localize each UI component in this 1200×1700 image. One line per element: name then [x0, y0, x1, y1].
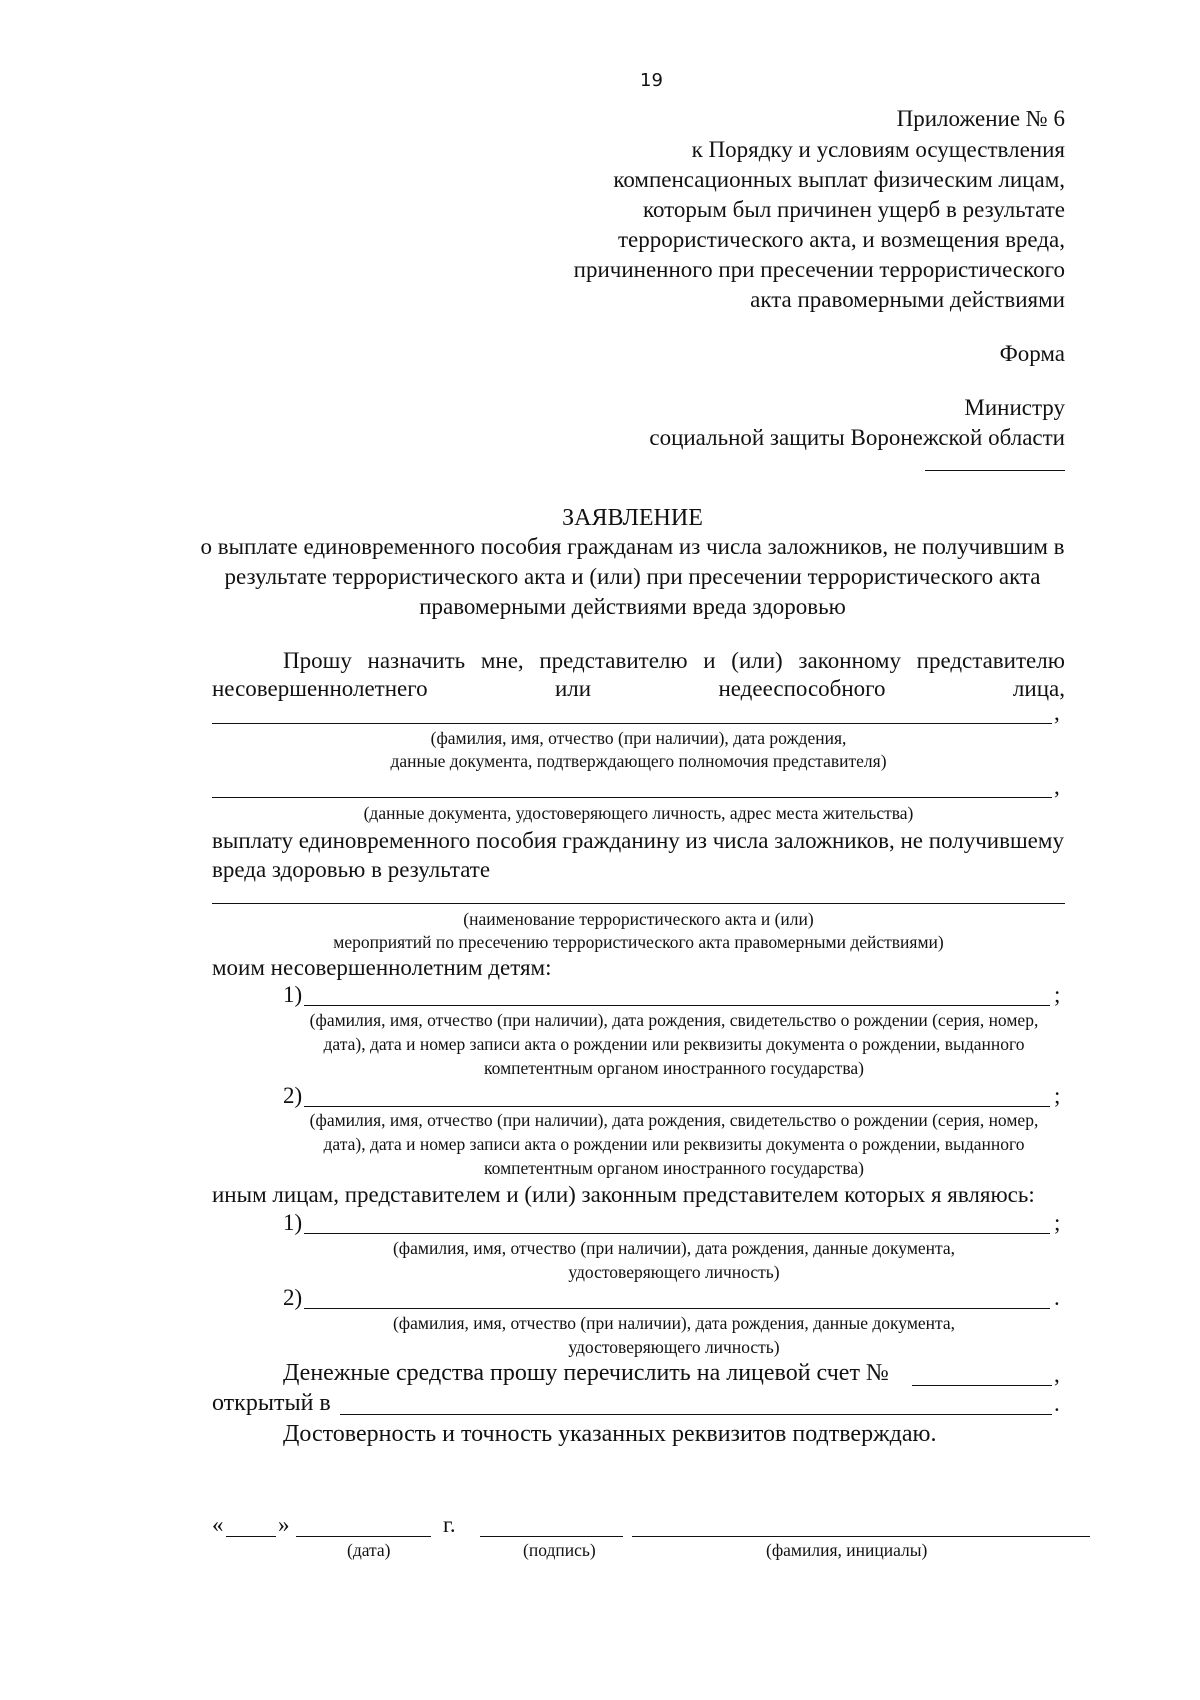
date-caption: (дата): [347, 1540, 391, 1560]
title-subline-2: результате террористического акта и (или) при пресечении террористического акта: [224, 564, 1041, 589]
request-word: и: [703, 648, 716, 673]
children-label: моим несовершеннолетним детям:: [212, 955, 552, 980]
appendix-label: Приложение № 6: [896, 106, 1065, 131]
request-word: лица,: [1012, 676, 1065, 701]
date-quote-close: »: [278, 1512, 290, 1537]
terrorist-act-field[interactable]: [212, 903, 1065, 904]
request-word: назначить: [367, 648, 466, 673]
comma: ,: [1054, 1362, 1060, 1387]
date-month-field[interactable]: [296, 1536, 431, 1537]
header-line-5: причиненного при пресечении террористического: [573, 257, 1065, 282]
period: .: [1054, 1285, 1060, 1310]
addressee-line-1: Министру: [964, 395, 1065, 420]
child-2-number: 2): [283, 1083, 303, 1108]
date-quote-open: «: [212, 1512, 224, 1537]
comma: ,: [1054, 774, 1060, 799]
date-day-field[interactable]: [226, 1536, 276, 1537]
document-title: ЗАЯВЛЕНИЕ: [562, 505, 703, 531]
child-1-hint-2: дата), дата и номер записи акта о рождении или реквизиты документа о рождении, выданного: [323, 1034, 1025, 1054]
semicolon: ;: [1054, 1210, 1061, 1235]
request-line-1: [283, 648, 1065, 674]
child-1-field[interactable]: [304, 1005, 1050, 1006]
child-2-hint-1: (фамилия, имя, отчество (при наличии), дата рождения, свидетельство о рождении (серия, номер,: [309, 1110, 1039, 1130]
child-1-number: 1): [283, 982, 303, 1007]
child-1-hint-1: (фамилия, имя, отчество (при наличии), дата рождения, свидетельство о рождении (серия, номер,: [309, 1010, 1039, 1030]
request-word: недееспособного: [718, 676, 886, 701]
semicolon: ;: [1054, 1083, 1061, 1108]
other-1-number: 1): [283, 1210, 303, 1235]
semicolon: ;: [1054, 982, 1061, 1007]
child-2-hint-2: дата), дата и номер записи акта о рождении или реквизиты документа о рождении, выданного: [323, 1134, 1025, 1154]
other-1-hint-2: удостоверяющего личность): [568, 1262, 780, 1282]
account-number-field[interactable]: [912, 1385, 1052, 1386]
representative-name-field[interactable]: [212, 723, 1052, 724]
form-label: Форма: [999, 341, 1065, 366]
addressee-blank[interactable]: [925, 470, 1065, 471]
full-name-caption: (фамилия, инициалы): [766, 1540, 928, 1560]
header-line-6: акта правомерными действиями: [750, 287, 1065, 312]
hint-representative-2: данные документа, подтверждающего полномочия представителя): [390, 751, 887, 771]
request-word: или: [554, 676, 592, 701]
child-2-field[interactable]: [304, 1106, 1050, 1107]
payment-text-2: вреда здоровью в результате: [212, 857, 491, 882]
title-subline-1: о выплате единовременного пособия гражданам из числа заложников, не получившим в: [200, 534, 1065, 559]
page-number: 19: [640, 70, 663, 91]
opened-in-label: открытый в: [212, 1390, 331, 1416]
request-word: законному: [798, 648, 901, 673]
header-line-4: террористического акта, и возмещения вреда,: [617, 227, 1065, 252]
bank-name-field[interactable]: [340, 1414, 1052, 1415]
other-2-hint-1: (фамилия, имя, отчество (при наличии), дата рождения, данные документа,: [392, 1313, 956, 1333]
full-name-field[interactable]: [632, 1536, 1090, 1537]
header-line-3: которым был причинен ущерб в результате: [642, 197, 1065, 222]
other-1-field[interactable]: [304, 1233, 1050, 1234]
request-word: Прошу: [283, 648, 352, 673]
hint-identity: (данные документа, удостоверяющего личность, адрес места жительства): [363, 803, 914, 823]
other-2-field[interactable]: [304, 1308, 1050, 1309]
payment-text-1: выплату единовременного пособия гражданину из числа заложников, не получившему: [212, 828, 1064, 853]
header-line-2: компенсационных выплат физическим лицам,: [613, 167, 1065, 192]
signature-caption: (подпись): [523, 1540, 596, 1560]
title-subline-3: правомерными действиями вреда здоровью: [419, 594, 846, 619]
hint-representative-1: (фамилия, имя, отчество (при наличии), дата рождения,: [430, 728, 847, 748]
comma: ,: [1054, 700, 1060, 725]
request-line-2: [212, 676, 1065, 702]
confirmation-text: Достоверность и точность указанных реквизитов подтверждаю.: [283, 1421, 937, 1447]
other-1-hint-1: (фамилия, имя, отчество (при наличии), дата рождения, данные документа,: [392, 1238, 956, 1258]
account-label: Денежные средства прошу перечислить на лицевой счет №: [283, 1360, 889, 1386]
child-1-hint-3: компетентным органом иностранного государства): [484, 1058, 864, 1078]
request-word: представителю: [916, 648, 1065, 673]
identity-document-field[interactable]: [212, 797, 1052, 798]
request-word: несовершеннолетнего: [212, 676, 428, 701]
addressee-line-2: социальной защиты Воронежской области: [649, 425, 1065, 450]
header-line-1: к Порядку и условиям осуществления: [691, 137, 1065, 162]
signature-field[interactable]: [480, 1536, 623, 1537]
other-2-hint-2: удостоверяющего личность): [568, 1337, 780, 1357]
other-2-number: 2): [283, 1285, 303, 1310]
child-2-hint-3: компетентным органом иностранного государства): [484, 1158, 864, 1178]
hint-terrorist-act-1: (наименование террористического акта и (или): [463, 909, 814, 929]
request-word: (или): [731, 648, 783, 673]
hint-terrorist-act-2: мероприятий по пресечению террористического акта правомерными действиями): [333, 932, 944, 952]
period: .: [1054, 1391, 1060, 1416]
request-word: представителю: [539, 648, 688, 673]
request-word: мне,: [480, 648, 524, 673]
year-label: г.: [443, 1512, 456, 1537]
others-label: иным лицам, представителем и (или) законным представителем которых я являюсь:: [212, 1182, 1035, 1207]
